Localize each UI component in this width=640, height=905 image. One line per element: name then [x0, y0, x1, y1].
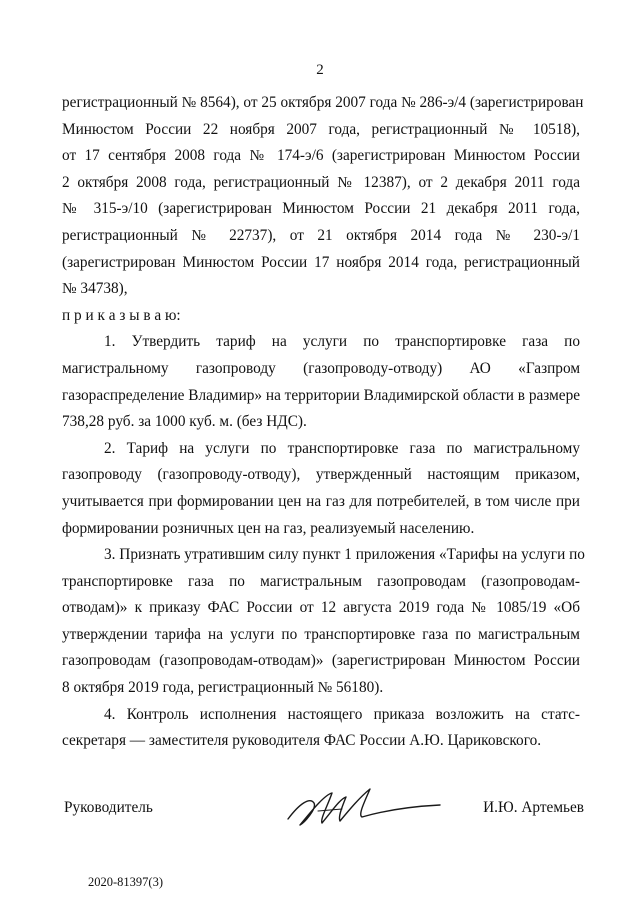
paragraph-1-line: 1. Утвердить тариф на услуги по транспортировке газа по [104, 333, 580, 351]
paragraph-3-line: газопроводам (газопроводам-отводам)» (зарегистрирован Минюстом России [62, 652, 580, 670]
paragraph-4-line: секретаря — заместителя руководителя ФАС России А.Ю. Цариковского. [62, 732, 542, 750]
paragraph-3-line: 8 октября 2019 года, регистрационный № 56180). [62, 679, 384, 697]
text-line: 2 октября 2008 года, регистрационный № 12387), от 2 декабря 2011 года [62, 173, 580, 191]
signatory-role: Руководитель [64, 799, 153, 816]
text-line: регистрационный № 8564), от 25 октября 2007 года № 286-э/4 (зарегистрирован [62, 94, 584, 111]
paragraph-1-line: газораспределение Владимир» на территории Владимирской области в размере [62, 386, 581, 404]
paragraph-3-line: утверждении тарифа на услуги по транспортировке газа по магистральным [62, 625, 580, 643]
paragraph-2-line: 2. Тариф на услуги по транспортировке газа по магистральному [104, 439, 580, 457]
text-line: регистрационный № 22737), от 21 октября 2014 года № 230-э/1 [62, 226, 580, 244]
paragraph-4-line: 4. Контроль исполнения настоящего приказа возложить на статс- [104, 705, 580, 723]
order-keyword: п р и к а з ы в а ю: [62, 306, 181, 324]
paragraph-2-line: формировании розничных цен на газ, реализуемый населению. [62, 519, 475, 537]
paragraph-1-line: магистральному газопроводу (газопроводу-отводу) АО «Газпром [62, 359, 580, 377]
paragraph-2-line: газопроводу (газопроводу-отводу), утвержденный настоящим приказом, [62, 466, 580, 484]
text-line: (зарегистрирован Минюстом России 17 ноября 2014 года, регистрационный [62, 253, 580, 271]
page-number: 2 [316, 62, 324, 78]
signatory-name: И.Ю. Артемьев [483, 799, 584, 816]
document-code: 2020-81397(3) [88, 875, 163, 889]
handwritten-signature [280, 783, 450, 833]
paragraph-3-line: транспортировке газа по магистральным газопроводам (газопроводам- [62, 572, 580, 590]
paragraph-3-line: отводам)» к приказу ФАС России от 12 августа 2019 года № 1085/19 «Об [62, 599, 580, 617]
paragraph-1-line: 738,28 руб. за 1000 куб. м. (без НДС). [62, 413, 307, 431]
text-line: от 17 сентября 2008 года № 174-э/6 (зарегистрирован Минюстом России [62, 147, 580, 165]
paragraph-3-line: 3. Признать утратившим силу пункт 1 приложения «Тарифы на услуги по [104, 546, 585, 564]
paragraph-2-line: учитывается при формировании цен на газ для потребителей, в том числе при [62, 492, 580, 510]
text-line: № 34738), [62, 280, 128, 298]
text-line: Минюстом России 22 ноября 2007 года, регистрационный № 10518), [62, 120, 580, 138]
signature-block [0, 783, 640, 843]
text-line: № 315-э/10 (зарегистрирован Минюстом России 21 декабря 2011 года, [62, 200, 580, 218]
document-body [62, 90, 585, 755]
